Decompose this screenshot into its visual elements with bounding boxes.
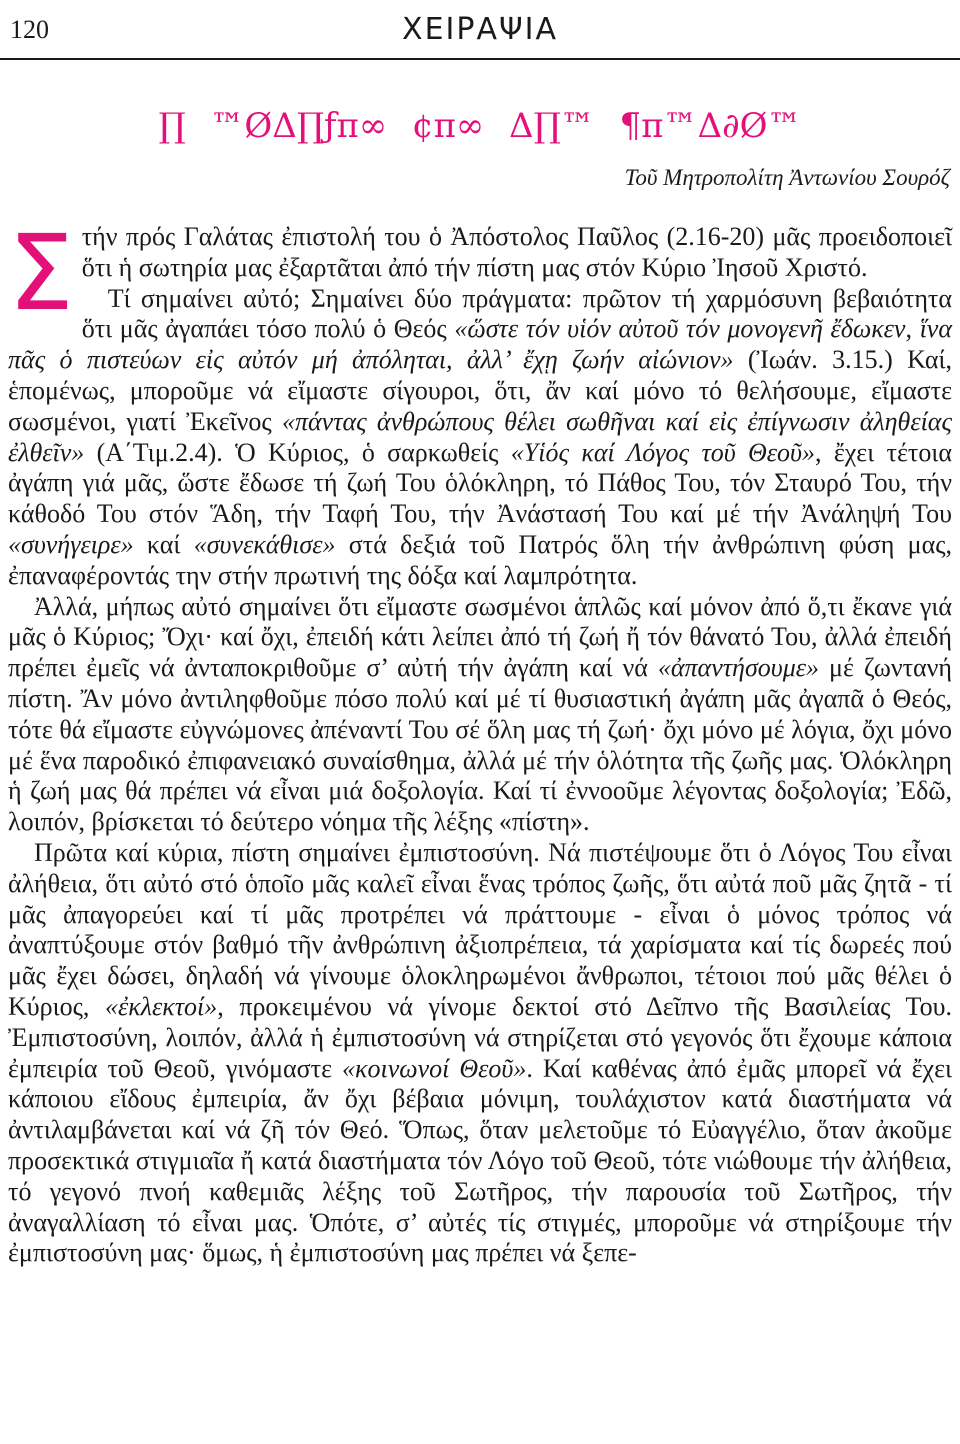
quoted-scripture: «πάντας ἀνθρώπους θέλει σωθῆναι καί εἰς ἐπίγνωσιν ἀληθείας ἐλθεῖν» — [8, 406, 952, 467]
text-run: στά δεξιά τοῦ Πατρός ὅλη τήν ἀνθρώπινη φύση μας, ἐπαναφέροντάς την στήν πρωτινή της δόξα καί λαμπρότητα. — [8, 529, 952, 590]
paragraph-4 — [8, 838, 952, 1269]
drop-cap: Σ — [8, 212, 74, 334]
text-run: , προκειμένου νά γίνομε δεκτοί στό Δεῖπνο τῆς Βασιλείας Του. Ἐμπιστοσύνη, λοιπόν, ἀλλά ἡ ἐμπιστοσύνη νά στηρίζεται στό γεγονός ὅτι ἔχουμε κάποια ἐμπειρία τοῦ Θεοῦ, γινόμαστε — [8, 991, 952, 1083]
page-number: 120 — [10, 15, 49, 44]
text-run: μέ ζωντανή πίστη. Ἄν μόνο ἀντιληφθοῦμε πόσο πολύ καί μέ τί θυσιαστική ἀγάπη μᾶς ἀγαπᾶ ὁ Θεός, τότε θά εἴμαστε εὐγνώμονες ἀπέναντί Του σέ ὅλη μας τή ζωή· ὄχι μόνο μέ λόγια, ὄχι μόνο μέ ἕνα παροδικό ἐπιφανειακό συναίσθημα, ἀλλά μέ τήν ὁλότητα τῆς ζωῆς μας. Ὁλόκληρη ἡ ζωή μας θά πρέπει νά εἶναι μιά δοξολογία. Καί τί ἐννοοῦμε λέγοντας δοξολογία; Ἐδῶ, λοιπόν, βρίσκεται τό δεύτερο νόημα τῆς λέξης «πίστη». — [8, 653, 952, 837]
quoted-scripture: «Υἱός καί Λόγος τοῦ Θεοῦ» — [510, 437, 815, 467]
journal-title: ΧΕΙΡΑΨΙΑ — [402, 12, 558, 47]
text-run: (Ἰωάν. 3.15.) Καί, ἑπομένως, μποροῦμε νά εἴμαστε σίγουροι, ὅτι, ἄν καί μόνο τό θελήσουμε, εἴμαστε σωσμένοι, γιατί Ἐκεῖνος — [8, 345, 952, 436]
quoted-scripture: «συνεκάθισε» — [193, 529, 336, 559]
article-body — [8, 212, 952, 1269]
text-run: . Καί καθένας ἀπό ἐμᾶς μπορεῖ νά ἔχει κάποιου εἴδους ἐμπειρία, ἄν ὄχι βέβαια μόνιμη, τουλάχιστον κατά διαστήματα νά ἀντιλαμβάνεται καί νά ζῆ τόν Θεό. Ὅπως, ὅταν μελετοῦμε τό Εὐαγγέλιο, ὅταν ἀκοῦμε προσεκτικά στιγμιαῖα ἤ κατά διαστήματα τόν Λόγο τοῦ Θεοῦ, τότε νιώθουμε τήν ἀλήθεια, τό γεγονό πνοή καθεμιᾶς λέξης τοῦ Σωτῆρος, τήν παρουσία τοῦ Σωτῆρος, τήν ἀναγαλλίαση τό εἶναι μας. Ὁπότε, σ’ αὐτές τίς στιγμές, μποροῦμε νά στηρίξουμε τήν ἐμπιστοσύνη μας· ὅμως, ἡ ἐμπιστοσύνη μας πρέπει νά ξεπε- — [8, 1053, 952, 1268]
article-title: ∏ ™ØΔ∏ƒπ∞ ¢π∞ Δ∏™ ¶π™Δ∂Ø™ — [158, 106, 802, 146]
running-header — [0, 10, 960, 54]
text-run: (Α΄Τιμ.2.4). Ὁ Κύριος, ὁ σαρκωθείς — [84, 437, 511, 467]
paragraph-2 — [8, 284, 952, 592]
quoted-scripture: «συνήγειρε» — [8, 529, 134, 559]
header-rule — [0, 58, 960, 60]
quoted-scripture: «ἀπαντήσουμε» — [657, 653, 819, 683]
text-run: Ἀλλά, μήπως αὐτό σημαίνει ὅτι εἴμαστε σωσμένοι ἁπλῶς καί μόνον ἀπό ὅ,τι ἔκανε γιά μᾶς ὁ Κύριος; Ὄχι· καί ὄχι, ἐπειδή κάτι λείπει ἀπό τή ζωή ἤ τόν θάνατό Του, ἀλλά ἐπειδή πρέπει ἐμεῖς νά ἀνταποκριθοῦμε σ’ αὐτή τήν ἀγάπη καί νά — [8, 591, 952, 683]
text-run: Πρῶτα καί κύρια, πίστη σημαίνει ἐμπιστοσύνη. Νά πιστέψουμε ὅτι ὁ Λόγος Του εἶναι ἀλήθεια, ὅτι αὐτό στό ὁποῖο μᾶς καλεῖ εἶναι ἕνας τρόπος ζωῆς, ὅτι αὐτά ποῦ μᾶς ζητᾶ - τί μᾶς ἀπαγορεύει καί τί μᾶς προτρέπει νά πράττουμε - εἶναι ὁ μόνος τρόπος νά ἀναπτύξουμε στόν βαθμό τῆν ἀνθρώπινη ἀξιοπρέπεια, τά χαρίσματα καί τίς δωρεές πού μᾶς ἔχει δώσει, δηλαδή νά γίνουμε ὁλοκληρωμένοι ἄνθρωποι, τέτοιοι πού μᾶς θέλει ὁ Κύριος, — [8, 837, 952, 1021]
paragraph-3 — [8, 592, 952, 838]
quoted-scripture: «κοινωνοί Θεοῦ» — [342, 1053, 527, 1083]
article-author: Τοῦ Μητροπολίτη Ἀντωνίου Σουρόζ — [624, 165, 950, 190]
text-run: , ἔχει τέτοια ἀγάπη γιά μᾶς, ὥστε ἔδωσε τή ζωή Του ὁλόκληρη, τό Πάθος Του, τόν Σταυρό Του, τήν κάθοδό Του στόν Ἅδη, τήν Ταφή Του, τήν Ἀνάστασή Του καί μέ τήν Ἀνάληψή Του — [8, 437, 952, 529]
text-run: καί — [133, 529, 194, 559]
quoted-scripture: «ὥστε τόν υἱόν αὐτοῦ τόν μονογενῆ ἔδωκεν, ἵνα πᾶς ὁ πιστεύων εἰς αὐτόν μή ἀπόληται, ἀλλ’ ἔχῃ ζωήν αἰώνιον» — [8, 314, 952, 375]
text-run: Τί σημαίνει αὐτό; Σημαίνει δύο πράγματα: πρῶτον τή χαρμόσυνη βεβαιότητα ὅτι μᾶς ἀγαπάει τόσο πολύ ὁ Θεός — [81, 283, 952, 344]
quoted-scripture: «ἐκλεκτοί» — [105, 991, 218, 1021]
paragraph-1-text: τήν πρός Γαλάτας ἐπιστολή του ὁ Ἀπόστολος Παῦλος (2.16-20) μᾶς προειδοποιεῖ ὅτι ἡ σωτηρία μας ἐξαρτᾶται ἀπό τήν πίστη μας στόν Κύριο Ἰησοῦ Χριστό. — [81, 222, 952, 282]
